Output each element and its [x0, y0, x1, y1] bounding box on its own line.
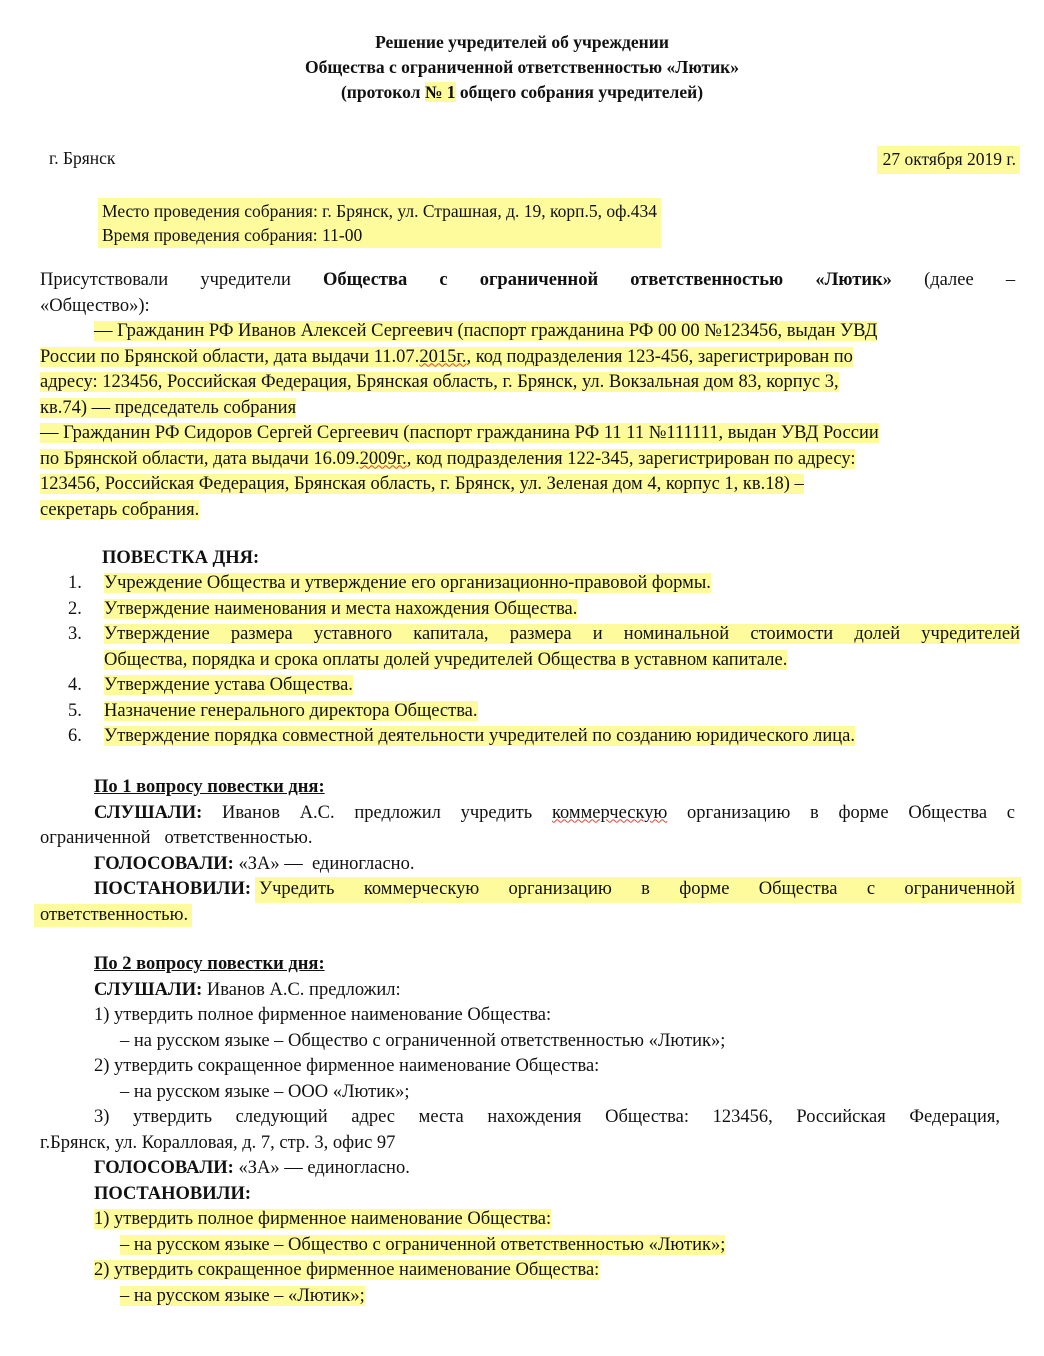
- q1-resolved-label: ПОСТАНОВИЛИ:: [94, 879, 251, 899]
- person-1-line-3-text: адресу: 123456, Российская Федерация, Брянская область, г. Брянск, ул. Вокзальная дом 83, корпус 3,: [40, 372, 839, 392]
- company-word: ответственностью: [630, 270, 784, 290]
- agenda-item: [68, 571, 1020, 597]
- q1-heading: [40, 775, 1015, 801]
- person-2-line-2-text: [40, 449, 855, 469]
- q2-resolved-2: 2) утвердить сокращенное фирменное наименование Общества:: [94, 1260, 600, 1280]
- q2-resolved-1: 1) утвердить полное фирменное наименование Общества:: [94, 1209, 552, 1229]
- present-word: (далее: [924, 270, 974, 290]
- agenda-item-number: 1.: [68, 573, 82, 593]
- person-1-line-4: [40, 396, 1015, 422]
- q2-heading: [40, 952, 1015, 978]
- agenda-item-number: 4.: [68, 675, 82, 695]
- person-2-line-3: [40, 472, 1015, 498]
- q2-heading-text: По 2 вопросу повестки дня:: [94, 954, 325, 974]
- agenda-item-number: 3.: [68, 624, 82, 644]
- q1-heard-post: организацию в форме Общества с: [667, 802, 1015, 823]
- protocol-number: № 1: [424, 82, 456, 102]
- agenda-item-text: Утверждение устава Общества.: [104, 675, 353, 695]
- q1-resolved-line-2: ответственностью.: [34, 904, 192, 927]
- q2-heard-label: СЛУШАЛИ:: [94, 979, 203, 1000]
- person-2-line-2-pre: по Брянской области, дата выдачи 16.09.: [40, 448, 360, 469]
- person-2: [40, 421, 1015, 523]
- q2-proposal-3-line-2: г.Брянск, ул. Коралловая, д. 7, стр. 3, офис 97: [40, 1132, 396, 1153]
- person-2-line-1: [40, 421, 1015, 447]
- q1-heading-text: По 1 вопросу повестки дня:: [94, 777, 325, 797]
- person-2-line-4: [40, 498, 1015, 524]
- person-2-line-4-text: секретарь собрания.: [40, 499, 200, 520]
- person-1-line-2: [40, 345, 1015, 371]
- agenda-item: [68, 699, 1020, 725]
- company-word: Общества: [323, 270, 408, 290]
- company-word: ограниченной: [479, 270, 599, 290]
- present-line-2: «Общество»):: [40, 295, 150, 316]
- agenda-item-number: 2.: [68, 598, 82, 619]
- meeting-time: Время проведения собрания: 11-00: [102, 225, 363, 245]
- q2-resolved-1-detail: – на русском языке – Общество с ограниченной ответственностью «Лютик»;: [120, 1234, 726, 1255]
- title-line-3-post: общего собрания учредителей): [455, 82, 704, 102]
- q2-voted-label: ГОЛОСОВАЛИ:: [94, 1158, 234, 1178]
- agenda-item-text: Утверждение наименования и места нахождения Общества.: [104, 598, 578, 619]
- person-2-line-1-text: — Гражданин РФ Сидоров Сергей Сергеевич (паспорт гражданина РФ 11 11 №111111, выдан УВД России: [40, 423, 879, 443]
- person-1-line-3: [40, 370, 1015, 396]
- q1-resolved-line-2-row: [40, 903, 1015, 929]
- q2-proposal-3: 3) утвердить следующий адрес места нахождения Общества: 123456, Российская Федерация,: [94, 1107, 1000, 1127]
- agenda-item-text: Учреждение Общества и утверждение его организационно-правовой формы.: [104, 573, 711, 593]
- agenda-item: [68, 673, 1020, 699]
- q2-resolved-1-row: [40, 1207, 1015, 1233]
- document-title: [0, 30, 1044, 105]
- q2-heard-text: Иванов А.С. предложил:: [202, 979, 401, 1000]
- spellcheck-word: 2009г.: [359, 448, 407, 469]
- q1-voted: [40, 852, 1015, 878]
- q2-resolved-2-detail-row: [40, 1284, 1015, 1310]
- q1-heard-pre: Иванов А.С. предложил учредить: [202, 802, 552, 823]
- agenda-heading: [102, 546, 1002, 572]
- title-line-1: Решение учредителей об учреждении: [375, 32, 669, 52]
- q2-resolved-2-row: [40, 1258, 1015, 1284]
- agenda-item-text: Утверждение размера уставного капитала, размера и номинальной стоимости долей учредителей: [104, 624, 1020, 644]
- company-word: «Лютик»: [815, 270, 892, 290]
- q1-heard: [40, 801, 1015, 827]
- agenda-list: [68, 571, 1020, 750]
- agenda-item: [68, 724, 1020, 750]
- q2-proposal-2-detail: – на русском языке – ООО «Лютик»;: [120, 1081, 410, 1102]
- q2-proposal-1: 1) утвердить полное фирменное наименование Общества:: [94, 1005, 552, 1025]
- agenda-item-text: Утверждение порядка совместной деятельности учредителей по созданию юридического лица.: [104, 726, 856, 746]
- company-word: с: [439, 270, 448, 290]
- q1-resolved-text: Учредить коммерческую организацию в форме Общества с ограниченной: [255, 877, 1021, 903]
- title-line-2: Общества с ограниченной ответственностью «Лютик»: [304, 57, 739, 77]
- city: г. Брянск: [49, 148, 116, 168]
- q2-resolved: [40, 1182, 1015, 1208]
- agenda-heading-text: ПОВЕСТКА ДНЯ:: [102, 548, 260, 568]
- q1-heard-line-2: ограниченной ответственностью.: [40, 828, 313, 848]
- q2-voted: [40, 1156, 1015, 1182]
- title-line-3-pre: (протокол: [340, 82, 425, 102]
- q1-voted-text: «ЗА» — единогласно.: [233, 853, 415, 874]
- person-1-line-2-post: , код подразделения 123-456, зарегистрирован по: [466, 346, 853, 367]
- question-2: [40, 952, 1015, 1309]
- q2-heard: [40, 978, 1015, 1004]
- document-date: 27 октября 2019 г.: [877, 146, 1020, 174]
- present-word: Присутствовали: [40, 270, 169, 290]
- q2-resolved-label: ПОСТАНОВИЛИ:: [94, 1183, 251, 1204]
- spellcheck-word: 2015г.: [419, 346, 467, 367]
- person-1: [40, 319, 1015, 421]
- q2-resolved-1-detail-row: [40, 1233, 1015, 1259]
- person-1-line-2-pre: России по Брянской области, дата выдачи 11.07.: [40, 346, 420, 367]
- person-1-line-4-text: кв.74) — председатель собрания: [40, 397, 297, 418]
- q1-heard-label: СЛУШАЛИ:: [94, 802, 203, 823]
- agenda-item-number: 6.: [68, 726, 82, 746]
- q1-voted-label: ГОЛОСОВАЛИ:: [94, 853, 234, 874]
- present-word: –: [1005, 270, 1016, 290]
- meeting-place: Место проведения собрания: г. Брянск, ул. Страшная, д. 19, корп.5, оф.434: [102, 201, 658, 221]
- person-1-line-2-text: [40, 347, 853, 367]
- agenda-item: [68, 597, 1020, 623]
- q2-proposal-1-detail: – на русском языке – Общество с ограниченной ответственностью «Лютик»;: [120, 1030, 726, 1051]
- q2-proposal-2: 2) утвердить сокращенное фирменное наименование Общества:: [94, 1056, 600, 1076]
- agenda-item-text: Общества, порядка и срока оплаты долей учредителей Общества в уставном капитале.: [104, 649, 788, 670]
- person-1-line-1-text: — Гражданин РФ Иванов Алексей Сергеевич (паспорт гражданина РФ 00 00 №123456, выдан УВД: [94, 321, 878, 341]
- q1-resolved: [40, 877, 1015, 903]
- agenda-item-number: 5.: [68, 700, 82, 721]
- spellcheck-word: коммерческую: [551, 802, 668, 823]
- person-2-line-3-text: 123456, Российская Федерация, Брянская область, г. Брянск, ул. Зеленая дом 4, корпус 1, кв.18) –: [40, 474, 804, 494]
- q2-resolved-2-detail: – на русском языке – «Лютик»;: [120, 1285, 365, 1306]
- question-1: [40, 775, 1015, 928]
- present-paragraph: [40, 268, 1015, 319]
- agenda-item-text: Назначение генерального директора Общества.: [104, 700, 478, 721]
- q2-voted-text: «ЗА» — единогласно.: [233, 1158, 410, 1178]
- present-line-1: [40, 268, 1015, 294]
- person-1-line-1: [40, 319, 1015, 345]
- person-2-line-2: [40, 447, 1015, 473]
- agenda-item: [68, 622, 1020, 673]
- title-line-3: [0, 80, 1044, 105]
- person-2-line-2-post: , код подразделения 122-345, зарегистрирован по адресу:: [406, 448, 856, 469]
- meeting-place-time: [98, 198, 661, 248]
- present-word: учредители: [200, 270, 291, 290]
